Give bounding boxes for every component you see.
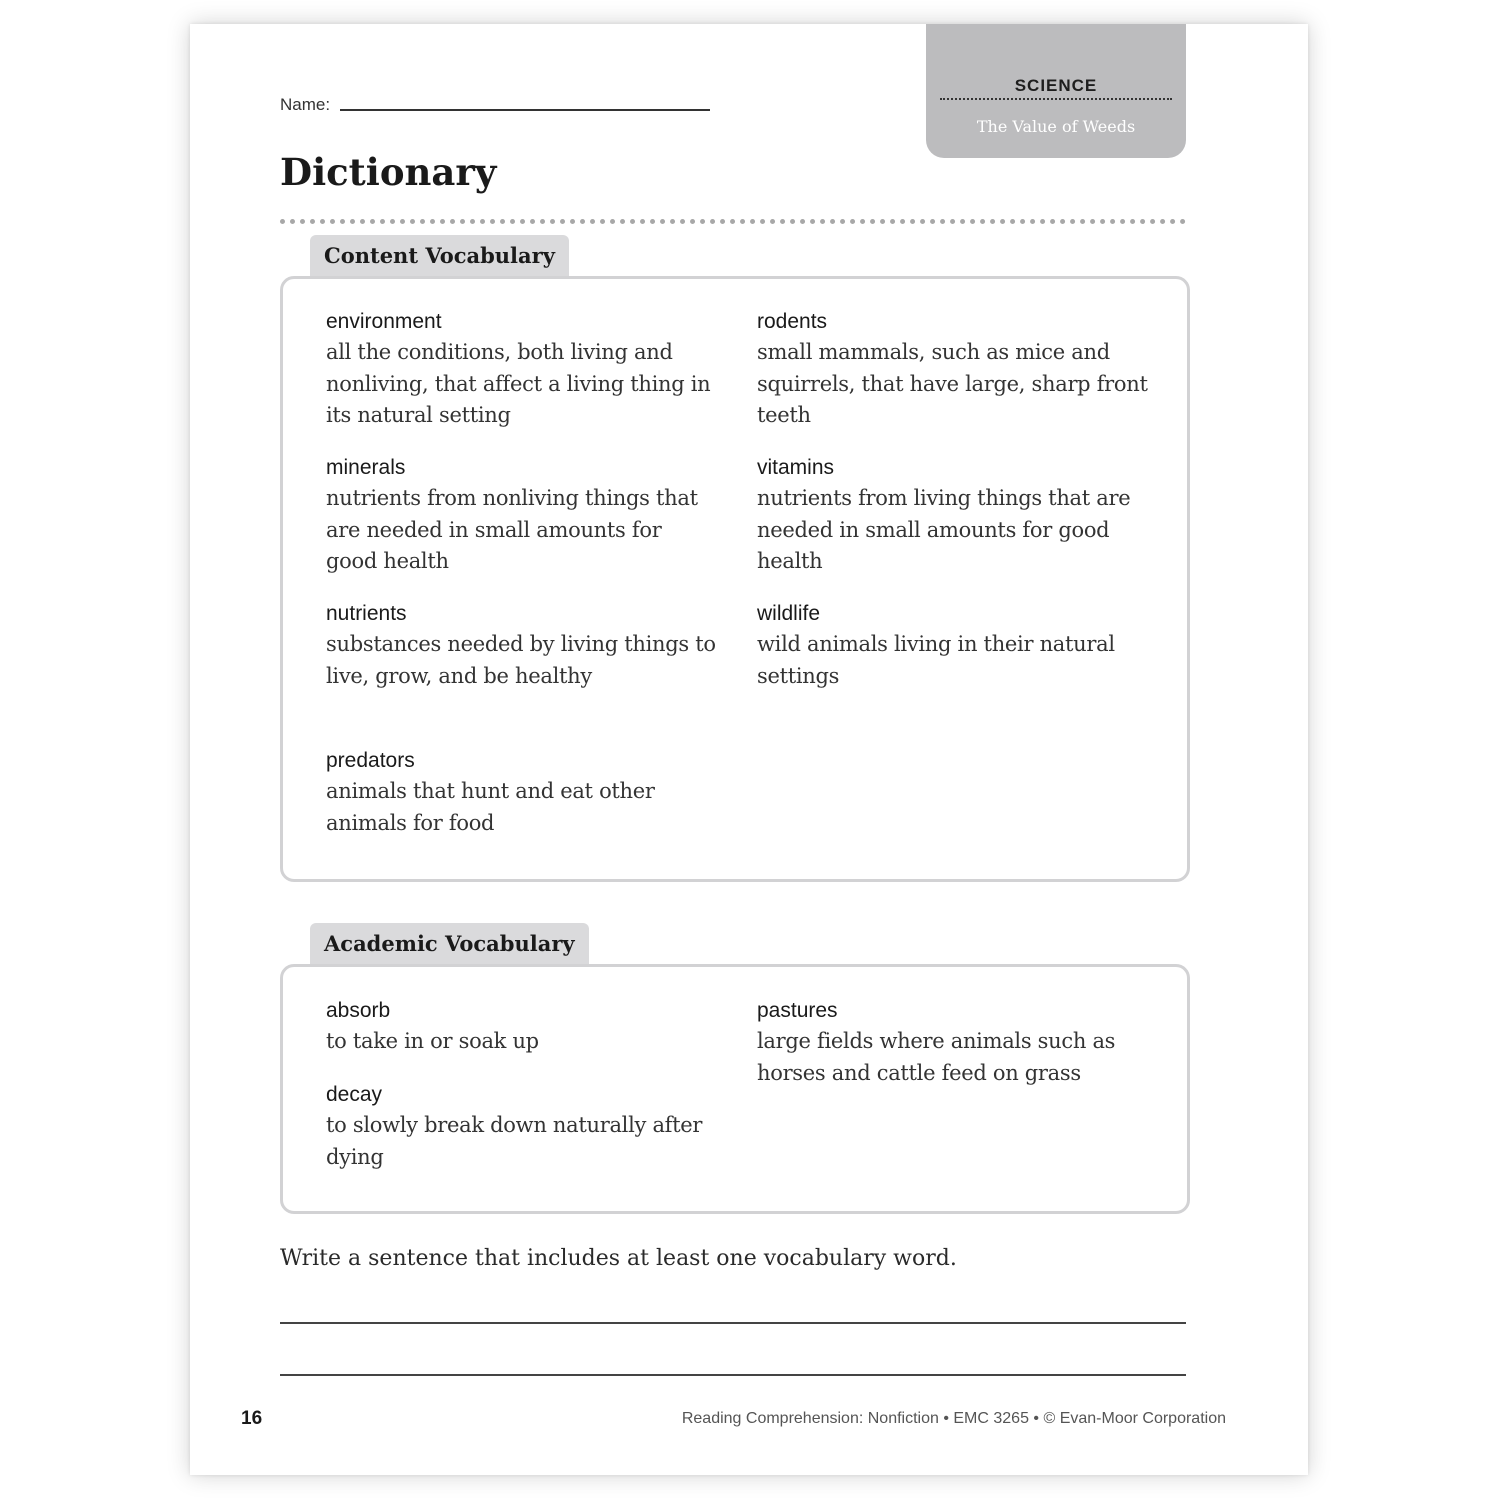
vocab-term: decay	[326, 1083, 383, 1106]
vocab-entry	[326, 307, 716, 432]
vocab-term: wildlife	[757, 602, 821, 625]
subject-tab	[926, 24, 1186, 158]
name-label: Name:	[280, 95, 331, 114]
vocab-term: rodents	[757, 310, 828, 333]
page-title: Dictionary	[280, 150, 497, 194]
vocab-entry	[757, 996, 1157, 1089]
subject-label: SCIENCE	[1014, 76, 1098, 95]
vocab-definition: to take in or soak up	[326, 1029, 539, 1053]
vocab-entry	[757, 307, 1157, 432]
vocab-definition: wild animals living in their natural settings	[757, 632, 1115, 688]
vocab-term: environment	[326, 310, 442, 333]
vocab-definition: nutrients from living things that are needed in small amounts for good health	[757, 486, 1131, 573]
page-number: 16	[241, 1408, 263, 1429]
answer-line[interactable]	[280, 1374, 1186, 1376]
name-write-line[interactable]	[340, 109, 710, 111]
vocab-term: absorb	[326, 999, 391, 1022]
vocab-term: predators	[326, 749, 415, 772]
academic-vocabulary-box	[280, 964, 1190, 1214]
tab-divider	[940, 98, 1172, 100]
content-vocabulary-box	[280, 276, 1190, 882]
topic-label: The Value of Weeds	[976, 117, 1136, 136]
vocab-entry	[326, 746, 716, 839]
vocab-term: pastures	[757, 999, 838, 1022]
dotted-divider	[280, 219, 1186, 224]
vocab-entry	[326, 453, 716, 578]
answer-line[interactable]	[280, 1322, 1186, 1324]
vocab-term: vitamins	[757, 456, 835, 479]
footer-credit: Reading Comprehension: Nonfiction • EMC 3265 • © Evan-Moor Corporation	[681, 1410, 1226, 1427]
vocab-entry	[757, 453, 1157, 578]
writing-prompt: Write a sentence that includes at least one vocabulary word.	[280, 1246, 957, 1271]
vocab-definition: all the conditions, both living and nonliving, that affect a living thing in its natural setting	[326, 340, 711, 427]
vocab-definition: substances needed by living things to live, grow, and be healthy	[326, 632, 716, 688]
vocab-entry	[326, 1080, 716, 1173]
content-vocabulary-heading: Content Vocabulary	[310, 235, 569, 277]
vocab-entry	[326, 599, 716, 692]
vocab-term: minerals	[326, 456, 406, 479]
vocab-entry	[326, 996, 716, 1058]
vocab-definition: nutrients from nonliving things that are needed in small amounts for good health	[326, 486, 698, 573]
academic-vocabulary-heading: Academic Vocabulary	[310, 923, 589, 965]
vocab-definition: animals that hunt and eat other animals for food	[326, 779, 655, 835]
vocab-definition: to slowly break down naturally after dying	[326, 1113, 703, 1169]
vocab-definition: small mammals, such as mice and squirrels, that have large, sharp front teeth	[757, 340, 1148, 427]
vocab-term: nutrients	[326, 602, 407, 625]
vocab-entry	[757, 599, 1157, 692]
vocab-definition: large fields where animals such as horses and cattle feed on grass	[757, 1029, 1116, 1085]
